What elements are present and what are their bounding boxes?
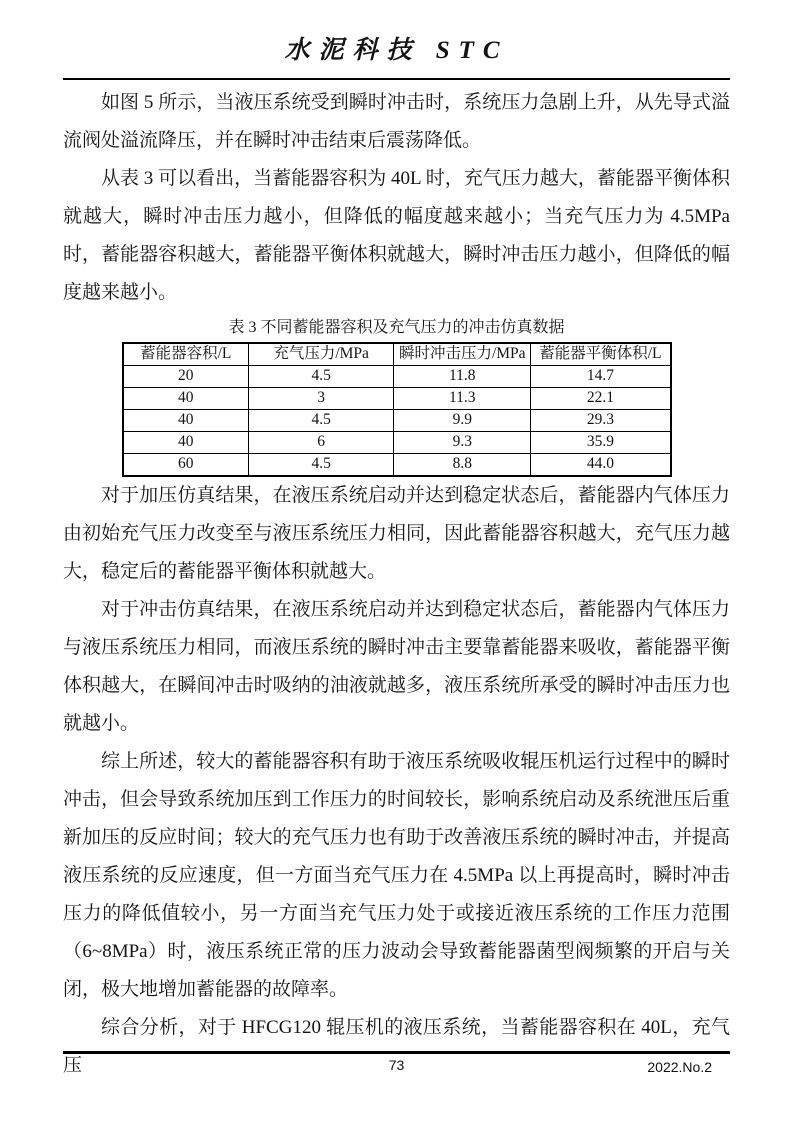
simulation-data-table xyxy=(122,342,672,477)
table-row xyxy=(123,432,671,454)
table-cell: 6 xyxy=(249,432,394,454)
paragraph: 从表 3 可以看出，当蓄能器容积为 40L 时，充气压力越大，蓄能器平衡体积就越大，瞬时冲击压力越小，但降低的幅度越来越小；当充气压力为 4.5MPa 时，蓄能器容积越大，蓄能器平衡体积就越大，瞬时冲击压力越小，但降低的幅度越来越小。 xyxy=(63,168,730,303)
table-cell: 11.8 xyxy=(394,366,531,388)
paragraph: 如图 5 所示，当液压系统受到瞬时冲击时，系统压力急剧上升，从先导式溢流阀处溢流降压，并在瞬时冲击结束后震荡降低。 xyxy=(63,92,730,151)
table-cell: 3 xyxy=(249,388,394,410)
table-cell: 8.8 xyxy=(394,454,531,477)
page-footer xyxy=(63,1051,730,1073)
header-rule xyxy=(63,78,730,80)
table-row xyxy=(123,366,671,388)
table-row xyxy=(123,388,671,410)
table-cell: 11.3 xyxy=(394,388,531,410)
page-number: 73 xyxy=(388,1057,405,1073)
paragraph: 对于冲击仿真结果，在液压系统启动并达到稳定状态后，蓄能器内气体压力与液压系统压力相同，而液压系统的瞬时冲击主要靠蓄能器来吸收，蓄能器平衡体积越大，在瞬间冲击时吸纳的油液就越多，液压系统所承受的瞬时冲击压力也就越小。 xyxy=(63,599,730,734)
article-body-bottom xyxy=(63,477,730,1085)
table-header-cell: 蓄能器平衡体积/L xyxy=(531,343,671,366)
table-cell: 29.3 xyxy=(531,410,671,432)
table-cell: 40 xyxy=(123,410,249,432)
table-cell: 14.7 xyxy=(531,366,671,388)
issue-label: 2022.No.2 xyxy=(647,1059,712,1075)
table-cell: 4.5 xyxy=(249,454,394,477)
table-body xyxy=(123,366,671,477)
table-cell: 22.1 xyxy=(531,388,671,410)
table-cell: 4.5 xyxy=(249,366,394,388)
table-row xyxy=(123,410,671,432)
table-cell: 60 xyxy=(123,454,249,477)
table-header-cell: 瞬时冲击压力/MPa xyxy=(394,343,531,366)
journal-title: 水泥科技 STC xyxy=(284,37,509,64)
table-cell: 4.5 xyxy=(249,410,394,432)
table-caption: 表 3 不同蓄能器容积及充气压力的冲击仿真数据 xyxy=(228,319,565,336)
table-cell: 9.3 xyxy=(394,432,531,454)
paragraph: 综合分析，对于 HFCG120 辊压机的液压系统，当蓄能器容积在 40L，充气压 xyxy=(63,1017,730,1076)
table-header-row xyxy=(123,343,671,366)
table-cell: 9.9 xyxy=(394,410,531,432)
table-cell: 35.9 xyxy=(531,432,671,454)
table-cell: 44.0 xyxy=(531,454,671,477)
table-row xyxy=(123,454,671,477)
article-body-top xyxy=(63,84,730,312)
table-header-cell: 蓄能器容积/L xyxy=(123,343,249,366)
table-cell: 20 xyxy=(123,366,249,388)
paragraph: 综上所述，较大的蓄能器容积有助于液压系统吸收辊压机运行过程中的瞬时冲击，但会导致系统加压到工作压力的时间较长，影响系统启动及系统泄压后重新加压的反应时间；较大的充气压力也有助于改善液压系统的瞬时冲击，并提高液压系统的反应速度，但一方面当充气压力在 4.5MPa 以上再提高时，瞬时冲击压力的降低值较小，另一方面当充气压力处于或接近液压系统的工作压力范围（6~8MPa）时，液压系统正常的压力波动会导致蓄能器菌型阀频繁的开启与关闭，极大地增加蓄能器的故障率。 xyxy=(63,751,730,1000)
paragraph: 对于加压仿真结果，在液压系统启动并达到稳定状态后，蓄能器内气体压力由初始充气压力改变至与液压系统压力相同，因此蓄能器容积越大，充气压力越大，稳定后的蓄能器平衡体积就越大。 xyxy=(63,485,730,582)
table-cell: 40 xyxy=(123,432,249,454)
table-cell: 40 xyxy=(123,388,249,410)
table-header-cell: 充气压力/MPa xyxy=(249,343,394,366)
